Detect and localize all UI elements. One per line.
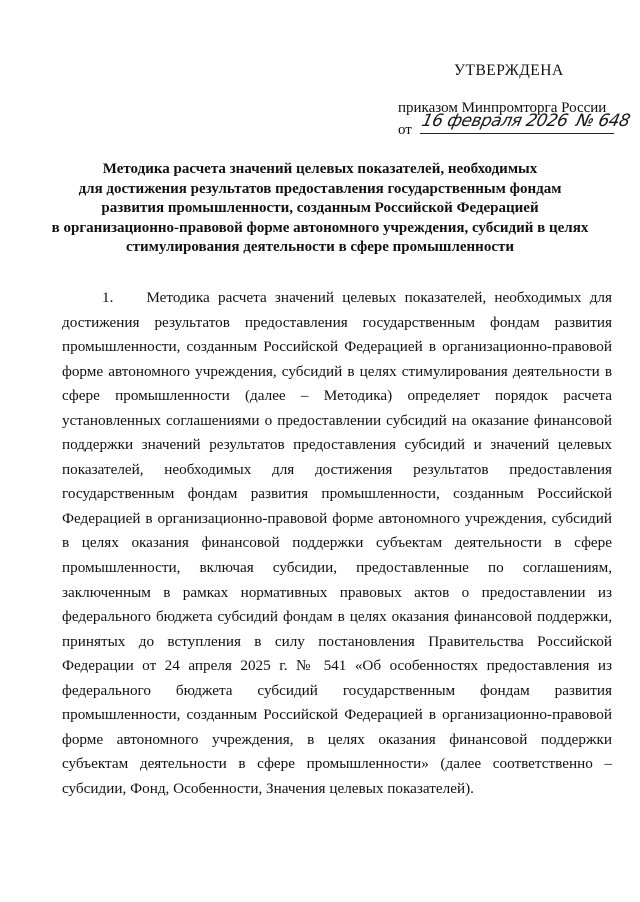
title-line: Методика расчета значений целевых показателей, необходимых	[102, 161, 538, 177]
paragraph-number: 1.	[102, 289, 114, 306]
approval-order-line: приказом Минпромторга России	[398, 100, 607, 116]
date-prefix: от	[398, 122, 412, 138]
title-line: стимулирования деятельности в сфере промышленности	[125, 239, 514, 255]
title-line: развития промышленности, созданным Российской Федерацией	[101, 200, 539, 216]
approval-heading: УТВЕРЖДЕНА	[454, 62, 564, 79]
date-underline	[419, 111, 632, 134]
title-line: в организационно-правовой форме автономного учреждения, субсидий в целях	[51, 219, 589, 236]
document-body	[62, 286, 612, 801]
document-title	[40, 160, 600, 258]
handwritten-order-number: № 648	[573, 111, 632, 131]
handwritten-date: 16 февраля 2026	[419, 111, 570, 131]
paragraph-text: Методика расчета значений целевых показателей, необходимых для достижения результатов предоставления государственным фондам развития промышленности, созданным Российской Федерацией в организационно-правовой форме автономного учреждения, субсидий в целях стимулирования деятельности в сфере промышленности (далее – Методика) определяет порядок расчета установленных соглашениями о предоставлении субсидий на оказание финансовой поддержки значений результатов предоставления субсидий и значений целевых показателей, необходимых для достижения результатов предоставления государственным фондам развития промышленности, созданным Российской Федерацией в организационно-правовой форме автономного учреждения, субсидий в целях оказания финансовой поддержки субъектам деятельности в сфере промышленности, включая субсидии, предоставленные по соглашениям, заключенным в рамках нормативных правовых актов о предоставлении из федерального бюджета субсидий фондам в целях оказания финансовой поддержки, принятых до вступления в силу постановления Правительства Российской Федерации от 24 апреля 2025 г. № 541 «Об особенностях предоставления из федерального бюджета субсидий государственным фондам развития промышленности, созданным Российской Федерацией в организационно-правовой форме автономного учреждения, в целях оказания финансовой поддержки субъектам деятельности в сфере промышленности» (далее соответственно – субсидии, Фонд, Особенности, Значения целевых показателей).	[62, 289, 612, 797]
paragraph-1	[62, 286, 612, 801]
handwritten-date-signature	[419, 110, 631, 132]
title-line: для достижения результатов предоставления государственным фондам	[78, 180, 562, 197]
approval-date-line	[398, 111, 632, 141]
approval-stamp-block	[398, 60, 632, 141]
